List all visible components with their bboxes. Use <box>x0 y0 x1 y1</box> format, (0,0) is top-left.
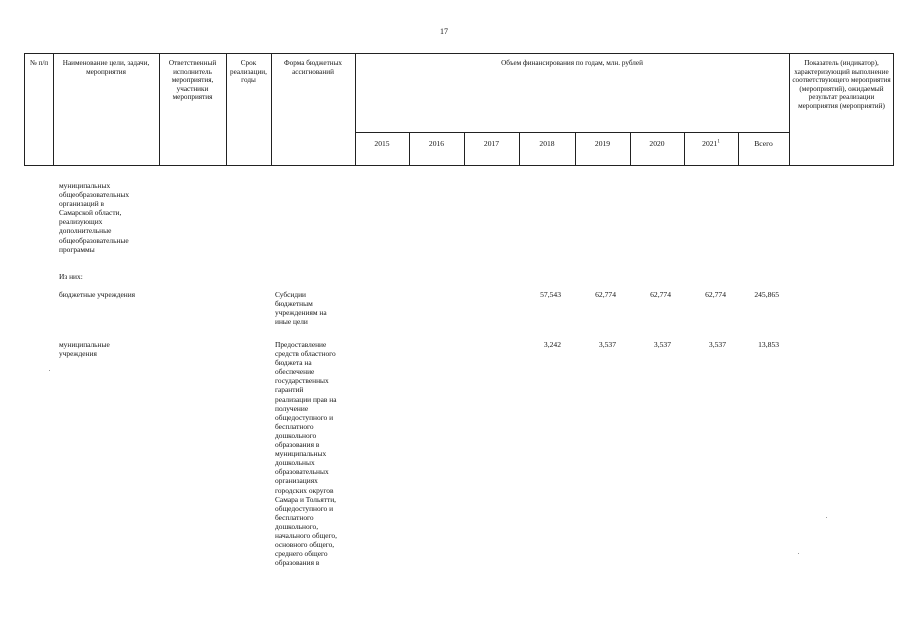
scan-speck <box>826 517 827 518</box>
header-col-volume: Объем финансирования по годам, млн. рублей <box>501 59 643 67</box>
year-2020: 2020 <box>649 139 665 148</box>
value-total: 13,853 <box>758 340 779 349</box>
year-2016: 2016 <box>428 139 445 148</box>
row-form: Предоставление средств областного бюджета на обеспечение государственных гарантий реализации прав на получение общедоступного и бесплатного дошкольного образования в муниципальных дошкольных образовательных организациях городских округов Самара и Тольятти, общедоступного и бесплатного дошкольного, начального общего, основного общего, среднего общего образования в <box>275 340 337 568</box>
value-2020: 62,774 <box>650 290 671 299</box>
value-total: 245,865 <box>754 290 779 299</box>
value-2018: 3,242 <box>543 340 561 349</box>
header-col-indicator: Показатель (индикатор), характеризующий выполнение соответствующего мероприятия (мероприятий), ожидаемый результат реализации мероприятия (мероприятий) <box>792 59 891 110</box>
page-number: 17 <box>440 27 448 36</box>
header-col-term: Срок реализации, годы <box>230 59 267 85</box>
value-2021: 3,537 <box>708 340 726 349</box>
scan-speck <box>49 370 50 371</box>
header-col-number: № п/п <box>29 59 49 67</box>
value-2020: 3,537 <box>653 340 671 349</box>
header-col-name: Наименование цели, задачи, мероприятия <box>62 59 150 76</box>
header-col-form: Форма бюджетных ассигнований <box>283 59 343 76</box>
year-2021: 2021$^1$ <box>702 139 720 148</box>
year-2017: 2017 <box>483 139 500 148</box>
year-2019: 2019 <box>594 139 611 148</box>
value-2019: 3,537 <box>598 340 616 349</box>
row-name: муниципальные учреждения <box>59 340 110 359</box>
year-2018: 2018 <box>539 139 555 148</box>
value-2021: 62,774 <box>705 290 726 299</box>
year-total: Всего <box>754 139 773 148</box>
row-name: бюджетные учреждения <box>59 290 136 299</box>
value-2018: 57,543 <box>540 290 561 299</box>
header-col-responsible: Ответственный исполнитель мероприятия, участники мероприятия <box>168 59 217 102</box>
intro-text: муниципальных общеобразовательных организаций в Самарской области, реализующих дополнительные общеобразовательные программы <box>59 181 130 254</box>
footnote-marker: 1 <box>717 139 720 145</box>
year-2015: 2015 <box>374 139 390 148</box>
value-2019: 62,774 <box>595 290 616 299</box>
of-them-label: Из них: <box>59 272 83 281</box>
row-form: Субсидии бюджетным учреждениям на иные цели <box>275 290 327 327</box>
scan-speck <box>798 553 799 554</box>
